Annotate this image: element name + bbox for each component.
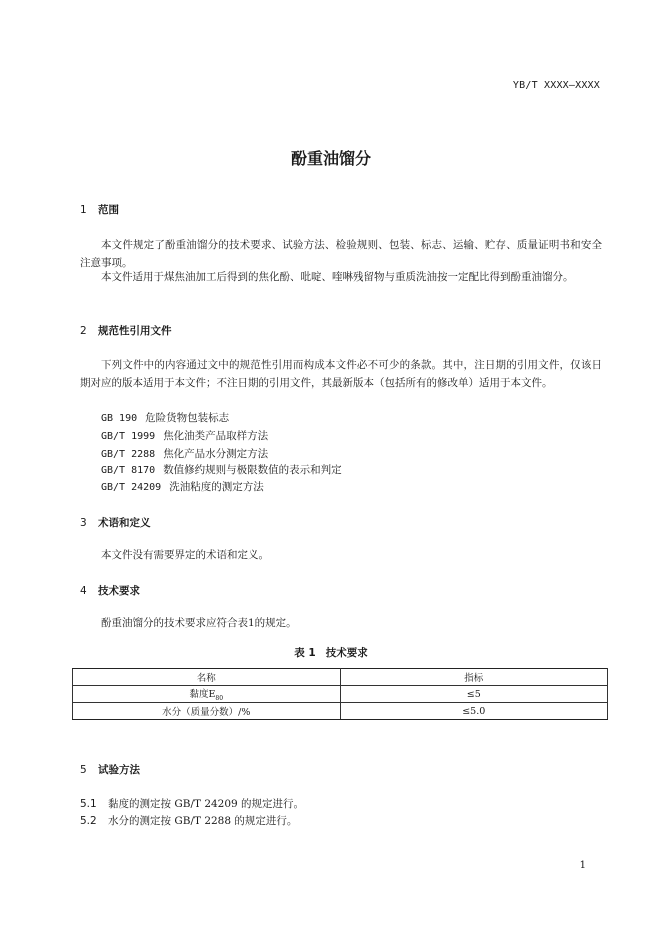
section-title: 范围 [98, 204, 119, 216]
section-heading-tech [80, 583, 140, 598]
subclause-5-2 [80, 813, 297, 828]
table-cell-value: ≤5.0 [340, 703, 608, 720]
table-caption [0, 645, 662, 660]
reference-item [101, 410, 229, 425]
section-heading-terms [80, 515, 151, 530]
table-title: 技术要求 [325, 647, 368, 659]
section-number: 4 [80, 585, 87, 597]
section-title: 术语和定义 [98, 517, 151, 529]
reference-item [101, 479, 264, 494]
reference-item [101, 446, 268, 461]
tech-paragraph: 酚重油馏分的技术要求应符合表1的规定。 [101, 617, 297, 629]
section-title: 试验方法 [98, 764, 140, 776]
table-header-row [73, 669, 608, 686]
section-number: 5 [80, 764, 87, 776]
reference-code: GB/T 1999 [101, 431, 156, 442]
subclause-text: 水分的测定按 GB/T 2288 的规定进行。 [108, 815, 298, 827]
subclause-5-1 [80, 796, 304, 811]
reference-item [101, 462, 342, 477]
reference-item [101, 428, 268, 443]
table-row [73, 703, 608, 720]
section-title: 规范性引用文件 [98, 325, 172, 337]
subclause-text: 黏度的测定按 GB/T 24209 的规定进行。 [108, 798, 305, 810]
table-cell-name: 黏度$E_{80}$ [73, 686, 341, 703]
table-cell-value: ≤5 [340, 686, 608, 703]
section-heading-normative [80, 323, 172, 338]
reference-title: 焦化油类产品取样方法 [163, 430, 269, 442]
table-row [73, 686, 608, 703]
subclause-number: 5.1 [80, 798, 97, 810]
scope-paragraph-2: 本文件适用于煤焦油加工后得到的焦化酚、吡啶、喹啉残留物与重质洗油按一定配比得到酚重油馏分。 [101, 271, 574, 283]
reference-code: GB 190 [101, 413, 138, 424]
document-title: 酚重油馏分 [290, 149, 371, 168]
standard-code: YB/T XXXX—XXXX [512, 80, 600, 91]
scope-paragraph-1: 本文件规定了酚重油馏分的技术要求、试验方法、检验规则、包装、标志、运输、贮存、质量证明书和安全注意事项。 [80, 239, 602, 269]
reference-title: 焦化产品水分测定方法 [163, 448, 269, 460]
reference-code: GB/T 24209 [101, 482, 162, 493]
table-cell-name: 水分（质量分数）/% [73, 703, 341, 720]
reference-title: 危险货物包装标志 [145, 412, 230, 424]
table-header-value: 指标 [340, 669, 608, 686]
table-header-name: 名称 [73, 669, 341, 686]
reference-code: GB/T 8170 [101, 465, 156, 476]
terms-paragraph: 本文件没有需要界定的术语和定义。 [101, 549, 269, 561]
reference-title: 洗油粘度的测定方法 [169, 481, 264, 493]
section-number: 1 [80, 204, 87, 216]
section-heading-methods [80, 762, 140, 777]
normative-intro: 下列文件中的内容通过文中的规范性引用而构成本文件必不可少的条款。其中，注日期的引用文件，仅该日期对应的版本适用于本文件；不注日期的引用文件，其最新版本（包括所有的修改单）适用于本文件。 [80, 359, 602, 389]
requirements-table [72, 668, 608, 720]
section-heading-scope [80, 202, 119, 217]
page-number: 1 [579, 860, 586, 871]
section-title: 技术要求 [98, 585, 140, 597]
table-label: 表 1 [294, 647, 316, 659]
section-number: 3 [80, 517, 87, 529]
reference-code: GB/T 2288 [101, 449, 156, 460]
section-number: 2 [80, 325, 87, 337]
reference-title: 数值修约规则与极限数值的表示和判定 [163, 464, 342, 476]
subclause-number: 5.2 [80, 815, 97, 827]
